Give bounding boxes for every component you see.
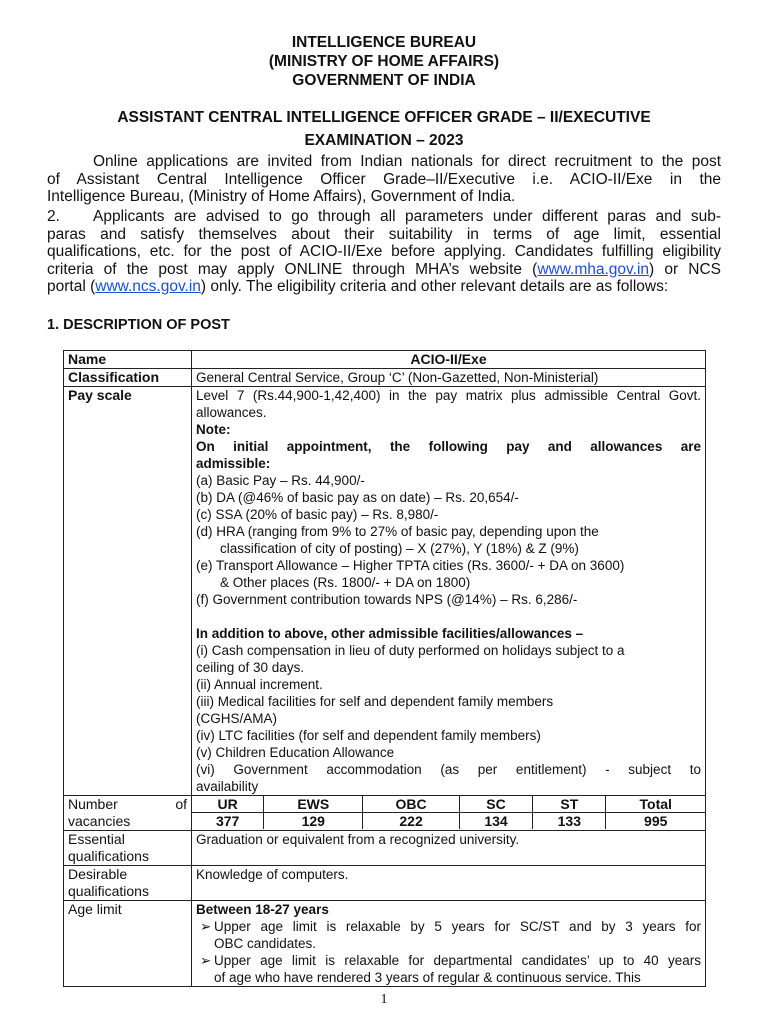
page-number: 1 bbox=[380, 992, 388, 1007]
table-row-vacancies: Number of vacancies UR EWS OBC SC ST Total 377 129 222 134 133 995 bbox=[64, 796, 706, 831]
table-row-desirable-qualifications: Desirable qualifications Knowledge of computers. bbox=[64, 866, 706, 901]
post-description-table bbox=[63, 350, 706, 987]
pay-scale-details: Level 7 (Rs.44,900-1,42,400) in the pay matrix plus admissible Central Govt. allowances. Note: On initial appointment, the following pay and allowances are admissible: (a) Basic Pay – Rs. 44,900/- (b) DA (@46% of basic pay as on date) – Rs. 20,654/- (c) SSA (20% of basic pay) – Rs. 8,980/- (d) HRA (ranging from 9% to 27% of basic pay, depending upon the classification of city of posting) – X (27%), Y (18%) & Z (9%) (e) Transport Allowance – Higher TPTA cities (Rs. 3600/- + DA on 3600) & Other places (Rs. 1800/- + DA on 1800) (f) Government contribution towards NPS (@14%) – Rs. 6,286/- In addition to above, other admissible facilities/allowances – (i) Cash compensation in lieu of duty performed on holidays subject to a ceiling of 30 days. (ii) Annual increment. (iii) Medical facilities for self and dependent family members (CGHS/AMA) (iv) LTC facilities (for self and dependent family members) (v) Children Education Allowance (vi) Government accommodation (as per entitlement) - subject to availability bbox=[192, 387, 706, 796]
mha-website-link[interactable]: www.mha.gov.in bbox=[537, 260, 650, 278]
vacancy-table: UR EWS OBC SC ST Total 377 129 222 134 133 995 bbox=[192, 796, 705, 829]
government-name: GOVERNMENT OF INDIA bbox=[292, 72, 476, 89]
ministry-name: (MINISTRY OF HOME AFFAIRS) bbox=[268, 53, 500, 70]
intro-paragraph-1: Online applications are invited from Indian nationals for direct recruitment to the post of Assistant Central Intelligence Officer Grade–II/Executive i.e. ACIO-II/Exe in the Intelligence Bureau, (Ministry of Home Affairs), Government of India. bbox=[47, 153, 721, 205]
table-row-age-limit: Age limit Between 18-27 years ➢ Upper age limit is relaxable by 5 years for SC/ST and by 3 years for OBC candidates. ➢ Upper age limit is relaxable for departmental candidates’ up to 40 years of age who have rendered 3 years of regular & continuous service. This bbox=[64, 901, 706, 987]
table-row-pay-scale: Pay scale Level 7 (Rs.44,900-1,42,400) in the pay matrix plus admissible Central Govt. allowances. Note: On initial appointment, the following pay and allowances are admissible: (a) Basic Pay – Rs. 44,900/- (b) DA (@46% of basic pay as on date) – Rs. 20,654/- (c) SSA (20% of basic pay) – Rs. 8,980/- (d) HRA (ranging from 9% to 27% of basic pay, depending upon the classification of city of posting) – X (27%), Y (18%) & Z (9%) (e) Transport Allowance – Higher TPTA cities (Rs. 3600/- + DA on 3600) & Other places (Rs. 1800/- + DA on 1800) (f) Government contribution towards NPS (@14%) – Rs. 6,286/- In addition to above, other admissible facilities/allowances – (i) Cash compensation in lieu of duty performed on holidays subject to a ceiling of 30 days. (ii) Annual increment. (iii) Medical facilities for self and dependent family members (CGHS/AMA) (iv) LTC facilities (for self and dependent family members) (v) Children Education Allowance (vi) Government accommodation (as per entitlement) - subject to availability bbox=[64, 387, 706, 796]
intro-paragraph-2: 2. Applicants are advised to go through all parameters under different paras and sub- paras and satisfy themselves about their suitability in terms of age limit, essential qualifications, etc. for the post of ACIO-II/Exe before applying. Candidates fulfilling eligibility criteria of the post may apply ONLINE through MHA’s website (www.mha.gov.in) or NCS portal (www.ncs.gov.in) only. The eligibility criteria and other relevant details are as follows: bbox=[47, 208, 721, 295]
table-row-classification: Classification General Central Service, Group ‘C’ (Non-Gazetted, Non-Ministerial) bbox=[64, 369, 706, 387]
exam-title-line1: ASSISTANT CENTRAL INTELLIGENCE OFFICER GRADE – II/EXECUTIVE bbox=[117, 109, 651, 126]
exam-title-line2: EXAMINATION – 2023 bbox=[304, 132, 464, 149]
table-row-essential-qualifications: Essential qualifications Graduation or equivalent from a recognized university. bbox=[64, 831, 706, 866]
section-heading: 1. DESCRIPTION OF POST bbox=[47, 317, 230, 333]
arrow-bullet-icon: ➢ bbox=[200, 919, 212, 934]
table-row-name: Name ACIO-II/Exe bbox=[64, 351, 706, 369]
arrow-bullet-icon: ➢ bbox=[200, 953, 212, 968]
ncs-portal-link[interactable]: www.ncs.gov.in bbox=[95, 278, 201, 295]
org-name: INTELLIGENCE BUREAU bbox=[291, 34, 477, 51]
